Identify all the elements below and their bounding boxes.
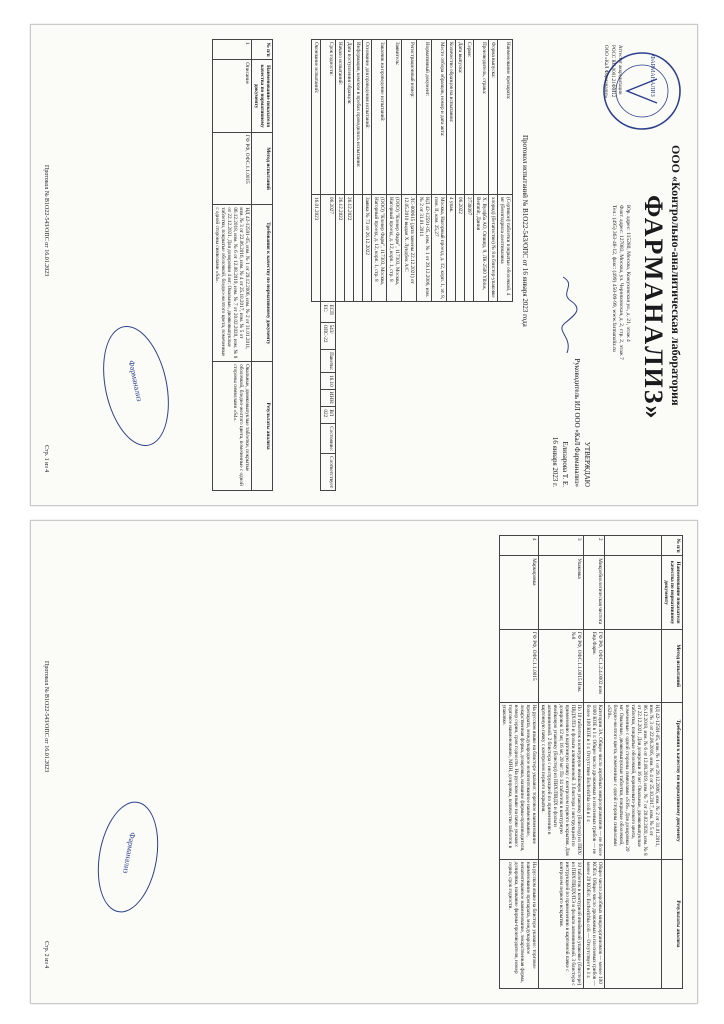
info-label: Информация, кем/кем в пробах проводились испытания: [354, 40, 363, 195]
info-row [372, 40, 387, 491]
info-label: Регистрационный номер: [402, 40, 417, 195]
meta-cell: 06.2027 [321, 195, 336, 302]
info-value: (ООО) "Клевер Фарм", 117303, Москва, Нагорный проезд, д. 12, корп. 1, стр. 8 [387, 195, 402, 302]
column-header: Наименование показателя качества по нормативному документу [252, 60, 273, 133]
info-row [465, 40, 474, 491]
lab-stamp-2 [90, 797, 167, 917]
info-label: Дата поступления образцов: [345, 40, 354, 195]
meta-cell: ВЛ 022 [321, 407, 336, 424]
protocol-title: Протокол испытаний № В1О22-543/ОПС от 16 января 2023 года [521, 135, 529, 327]
meta-row [321, 40, 336, 491]
results-table [212, 39, 273, 491]
org-name: ООО «Контрольно-аналитическая лаборатория [669, 145, 683, 406]
table-row [213, 40, 252, 491]
table-row [500, 536, 539, 989]
info-label: Нормативный документ: [417, 40, 432, 195]
info-label: Основание для проведения испытаний: [363, 40, 372, 195]
stamp-text: Фарманализ [126, 359, 145, 403]
info-label: Заказчик на проведение испытаний: [372, 40, 387, 195]
approve-role: Руководитель ИЛ ООО «КаЛ Фарманализ» [573, 358, 581, 487]
cell-method: ГФ РФ, ОФС.1.2.4.0002 изм Евр.Фарм. [584, 629, 605, 702]
info-row [336, 40, 345, 491]
end-label: Окончание испытаний: [312, 40, 321, 195]
info-label: Место отбора образцов, номер и дата акта: [432, 40, 447, 195]
cell-n: 2 [584, 536, 605, 556]
info-row [456, 40, 465, 491]
logo-text: ФАРМАНАЛИЗ [649, 55, 655, 97]
end-row [312, 40, 321, 491]
info-label: Наименование препарата: [498, 40, 513, 195]
info-row [489, 40, 498, 491]
cell-n [605, 536, 662, 556]
column-header: Требования к качеству по нормативному документу [252, 205, 273, 362]
info-row [432, 40, 447, 491]
page-1-sheet [31, 25, 697, 505]
info-value: 26.12.2022 [345, 195, 354, 302]
meta-cell: Пакеты: [321, 350, 336, 373]
cell-result [605, 859, 662, 988]
lab-stamp [93, 320, 179, 452]
cell-result: Общее число аэробных микроорганизмов — менее 100 КОЕ/г. Общее число дрожжевых и плесневых грибов — менее 20 КОЕ/г. Escherichia coli — Отсутствует в 1 г. [584, 859, 605, 988]
info-value: 4 упак. [447, 195, 456, 302]
column-header: Наименование показателя качества по нормативному документу [662, 556, 683, 630]
address-legal: Юр. адрес: 115280, Москва, Кожуховская ул., д. 21, этаж 4 [625, 205, 631, 342]
column-header: Требования к качеству по нормативному документу [662, 702, 683, 859]
info-value: ЛС-000615 (дата замены 22.12.2021) от 12.05.2010 выдан X. Лундбек А/С [402, 195, 417, 302]
column-header: Метод испытаний [252, 132, 273, 204]
cell-n: 1 [213, 40, 252, 60]
info-label: Производитель, страна: [474, 40, 489, 195]
info-value: (Сертикон) таблетки покрытые оболочкой, 4 мг (бензгидрила азелтиназина [498, 195, 513, 302]
cell-name: Маркировка [500, 556, 539, 630]
cell-method: ГФ РФ, ОФС.1.1.0015 Изм. №8 [539, 629, 584, 702]
info-value [354, 195, 363, 302]
meta-cell: 543/ОПС-22 [321, 322, 336, 350]
cell-method [605, 629, 662, 702]
results-table-continued [499, 535, 683, 989]
info-row [447, 40, 456, 491]
cell-req: На русском языке на блистере указано: торговое наименование препарата, международное непатентованное наименование, лекарственная форма, дозировка, название фирмы-производителя, номер серии, срок годности. На русском языке на пачке указано: торговое наименование, МНН, дозировка, количество таблеток в упаковке. [500, 702, 539, 859]
stamp-text-2: Фарманализ [121, 831, 138, 875]
info-label: Дата выпуска: [456, 40, 465, 195]
table-header-row [662, 536, 683, 989]
footer-protocol: Протокол № В1О22-543/ОПС от 16.01.2023 [43, 165, 49, 277]
info-label: Серия: [465, 40, 474, 195]
approve-signer: Елизарова Т. Е. [561, 441, 569, 487]
column-header: № п/п [662, 536, 683, 556]
cell-result: На русском языке на блистере указано: торговое наименование препарата, международное непатентованное наименование, лекарственная форма, дозировка, название фирмы-производителя, номер серии, срок годности. [500, 859, 539, 988]
cell-method: ГФ РФ, ОФС.1.1.0015 [213, 132, 252, 204]
info-row [474, 40, 489, 491]
column-header: Метод испытаний [662, 629, 683, 702]
table-row [539, 536, 584, 989]
column-header: Результаты анализа [252, 362, 273, 491]
lab-short-name: ООО «КаЛ Фарманализ» [603, 45, 608, 99]
protocol-page-1 [30, 24, 698, 506]
info-value: хлорид) (бетагистин) № 8 в блистер-упаковке [489, 195, 498, 302]
info-value: НД 42-12591-05, изм. № 1 от 29.12.2006, изм. № 2 от 31.01.2011 [417, 195, 432, 302]
accreditation-line-1: Аттестат аккредитации [617, 45, 622, 95]
column-header: № п/п [252, 40, 273, 60]
cell-result: Овальные, двояковыпуклые таблетки, покрытые оболочкой, бледно-желтого цвета, помеченные с одной стороны символами «S4». [213, 362, 252, 491]
info-row [402, 40, 417, 491]
cell-req: НД 42-12591-05, изм. № 1 от 29.12.2006, изм. № 2 от 31.01.2011, изм. № 3 от 22.06.2016, изм. № 4 от 25.10.2017, изм. № 5 от 06.12.2018, изм. № 6 от 12.08.2019, изм. № 7 от 20.02.2020, изм. № 8 от 22.12.2021. Для дозировки 16 мг: Овальные, двояковыпуклые таблетки, покрытые оболочкой, коричневато-розового цвета, помеченные с одной стороны символами «S16». Для дозировки 20 мг: Овальные, двояковыпуклые таблетки, покрытые оболочкой, бледно-желтого цвета, помеченные с одной стороны символами «S20». [605, 702, 662, 859]
info-row [498, 40, 513, 491]
approve-date: 16 января 2023 г. [551, 436, 559, 487]
signature-mark [557, 275, 579, 355]
accreditation-line-2: РОСС RU.0001.21ФМ12 [610, 45, 615, 98]
info-value: Москва, Нагорный проезд, д. 12, корп. 1, эт. 8, пом. II, ком. 25,27 [432, 195, 447, 302]
footer-page-number-2: Стр. 2 из 4 [43, 941, 49, 969]
info-row [363, 40, 372, 491]
approve-heading: УТВЕРЖДАЮ [583, 441, 591, 487]
cell-result: 10 таблеток в контурной ячейковой упаковке (блистере) из ПВХ/ПВДХ/ПЭ и фольги алюминиевой. 3 блистера с инструкцией по применению в картонной пачке с контролем первого вскрытия. [539, 859, 584, 988]
info-label: Заявитель: [387, 40, 402, 195]
cell-n: 3 [539, 536, 584, 556]
info-value: X. Вулфба АО, Опшпр, 9, ЛК-2500 Yiblus, Bemmit, Дания [474, 195, 489, 302]
info-row [345, 40, 354, 491]
column-header: Результаты анализа [662, 859, 683, 988]
info-value: Заявка № 73 от 26.12.2022 [363, 195, 372, 302]
cell-name: Упаковка [539, 556, 584, 630]
info-row [387, 40, 402, 491]
meta-cell: Срок годности: [321, 40, 336, 195]
cell-n: 4 [500, 536, 539, 556]
page-2-sheet [31, 521, 697, 1003]
address-contacts: Тел.: (495) 363-48-12, факс: (499) 450-09-99, www.farmanaliz.ru [611, 205, 617, 352]
footer-protocol-2: Протокол № В1О22-543/ОПС от 16.01.2023 [43, 661, 49, 773]
meta-cell: ИНН: [321, 389, 336, 407]
info-row [417, 40, 432, 491]
table-header-row [252, 40, 273, 491]
end-value: 16.01.2023 [312, 195, 321, 302]
info-label: Количество образцов на испытании: [447, 40, 456, 195]
cell-name [605, 556, 662, 630]
brand-name: ФАРМАНАЛИЗ» [639, 195, 668, 421]
cell-method: ГФ РФ, ОФС.1.1.0015 [500, 629, 539, 702]
address-actual: Факт. адрес: 127083, Москва, ул. Черняховская, д. 2, стр. 2, этаж 7 [618, 205, 624, 360]
footer-page-number: Стр. 1 из 4 [43, 445, 49, 473]
cell-req: НД 42-12591-05, изм. № 1 от 29.12.2006, изм. № 2 от 31.01.2011, изм. № 3 от 22.06.2016, изм. № 4 от 25.10.2017, изм. № 5 от 06.12.2018, изм. № 6 от 12.08.2019, изм. № 7 от 20.02.2020, изм. № 8 от 22.12.2021. Для дозировки 4 мг: Овальные, двояковыпуклые таблетки, покрытые оболочкой, бледно-желтого цвета, помеченные с одной стороны символами «S4». [213, 205, 252, 362]
info-label: Форма выпуска: [489, 40, 498, 195]
info-row [354, 40, 363, 491]
cell-req: По 10 таблеток в контурную ячейковую упаковку (блистер) из ПВХ/ПВДХ/ПЭ и фольги алюминиевой. 3 блистера с инструкцией по применению в картонную пачку с контролем первого вскрытия. Для дозировок 12 мг, 16 мг, 20 мг: По 14 таблеток в контурную ячейковую упаковку (блистер) из ПВХ/ПВДХ и фольги алюминиевой. 2 блистера с инструкцией по применению в картонную пачку с контролем первого вскрытия. [539, 702, 584, 859]
cell-name: Микробиологическая чистота [584, 556, 605, 630]
meta-cell: Соответствует [321, 454, 336, 491]
meta-cell: Состояние: [321, 424, 336, 454]
cell-req: Категория 3А. Общее число аэробных микроорганизмов — не более 1000 КОЕ в 1 г. Общее число дрожжевых и плесневых грибов — не более 100 КОЕ в 1 г. Отсутствие Escherichia coli в 1 г. [584, 702, 605, 859]
protocol-page-2 [30, 520, 698, 1004]
cell-name: Описание [213, 60, 252, 133]
sample-info-table [311, 39, 513, 491]
table-row [584, 536, 605, 989]
meta-cell: ЕСП ЕС: [321, 302, 336, 322]
info-label: Начало испытаний: [336, 40, 345, 195]
info-value: (ООО) "Клевер Фарм", 117303, Москва, Нагорный проезд, д. 12, корп. 1, стр. 8 [372, 195, 387, 302]
info-value: 26.12.2022 [336, 195, 345, 302]
info-value: 06.2022 [456, 195, 465, 302]
info-value: 2738097 [465, 195, 474, 302]
table-row [605, 536, 662, 989]
meta-cell: 16.10 [321, 373, 336, 390]
